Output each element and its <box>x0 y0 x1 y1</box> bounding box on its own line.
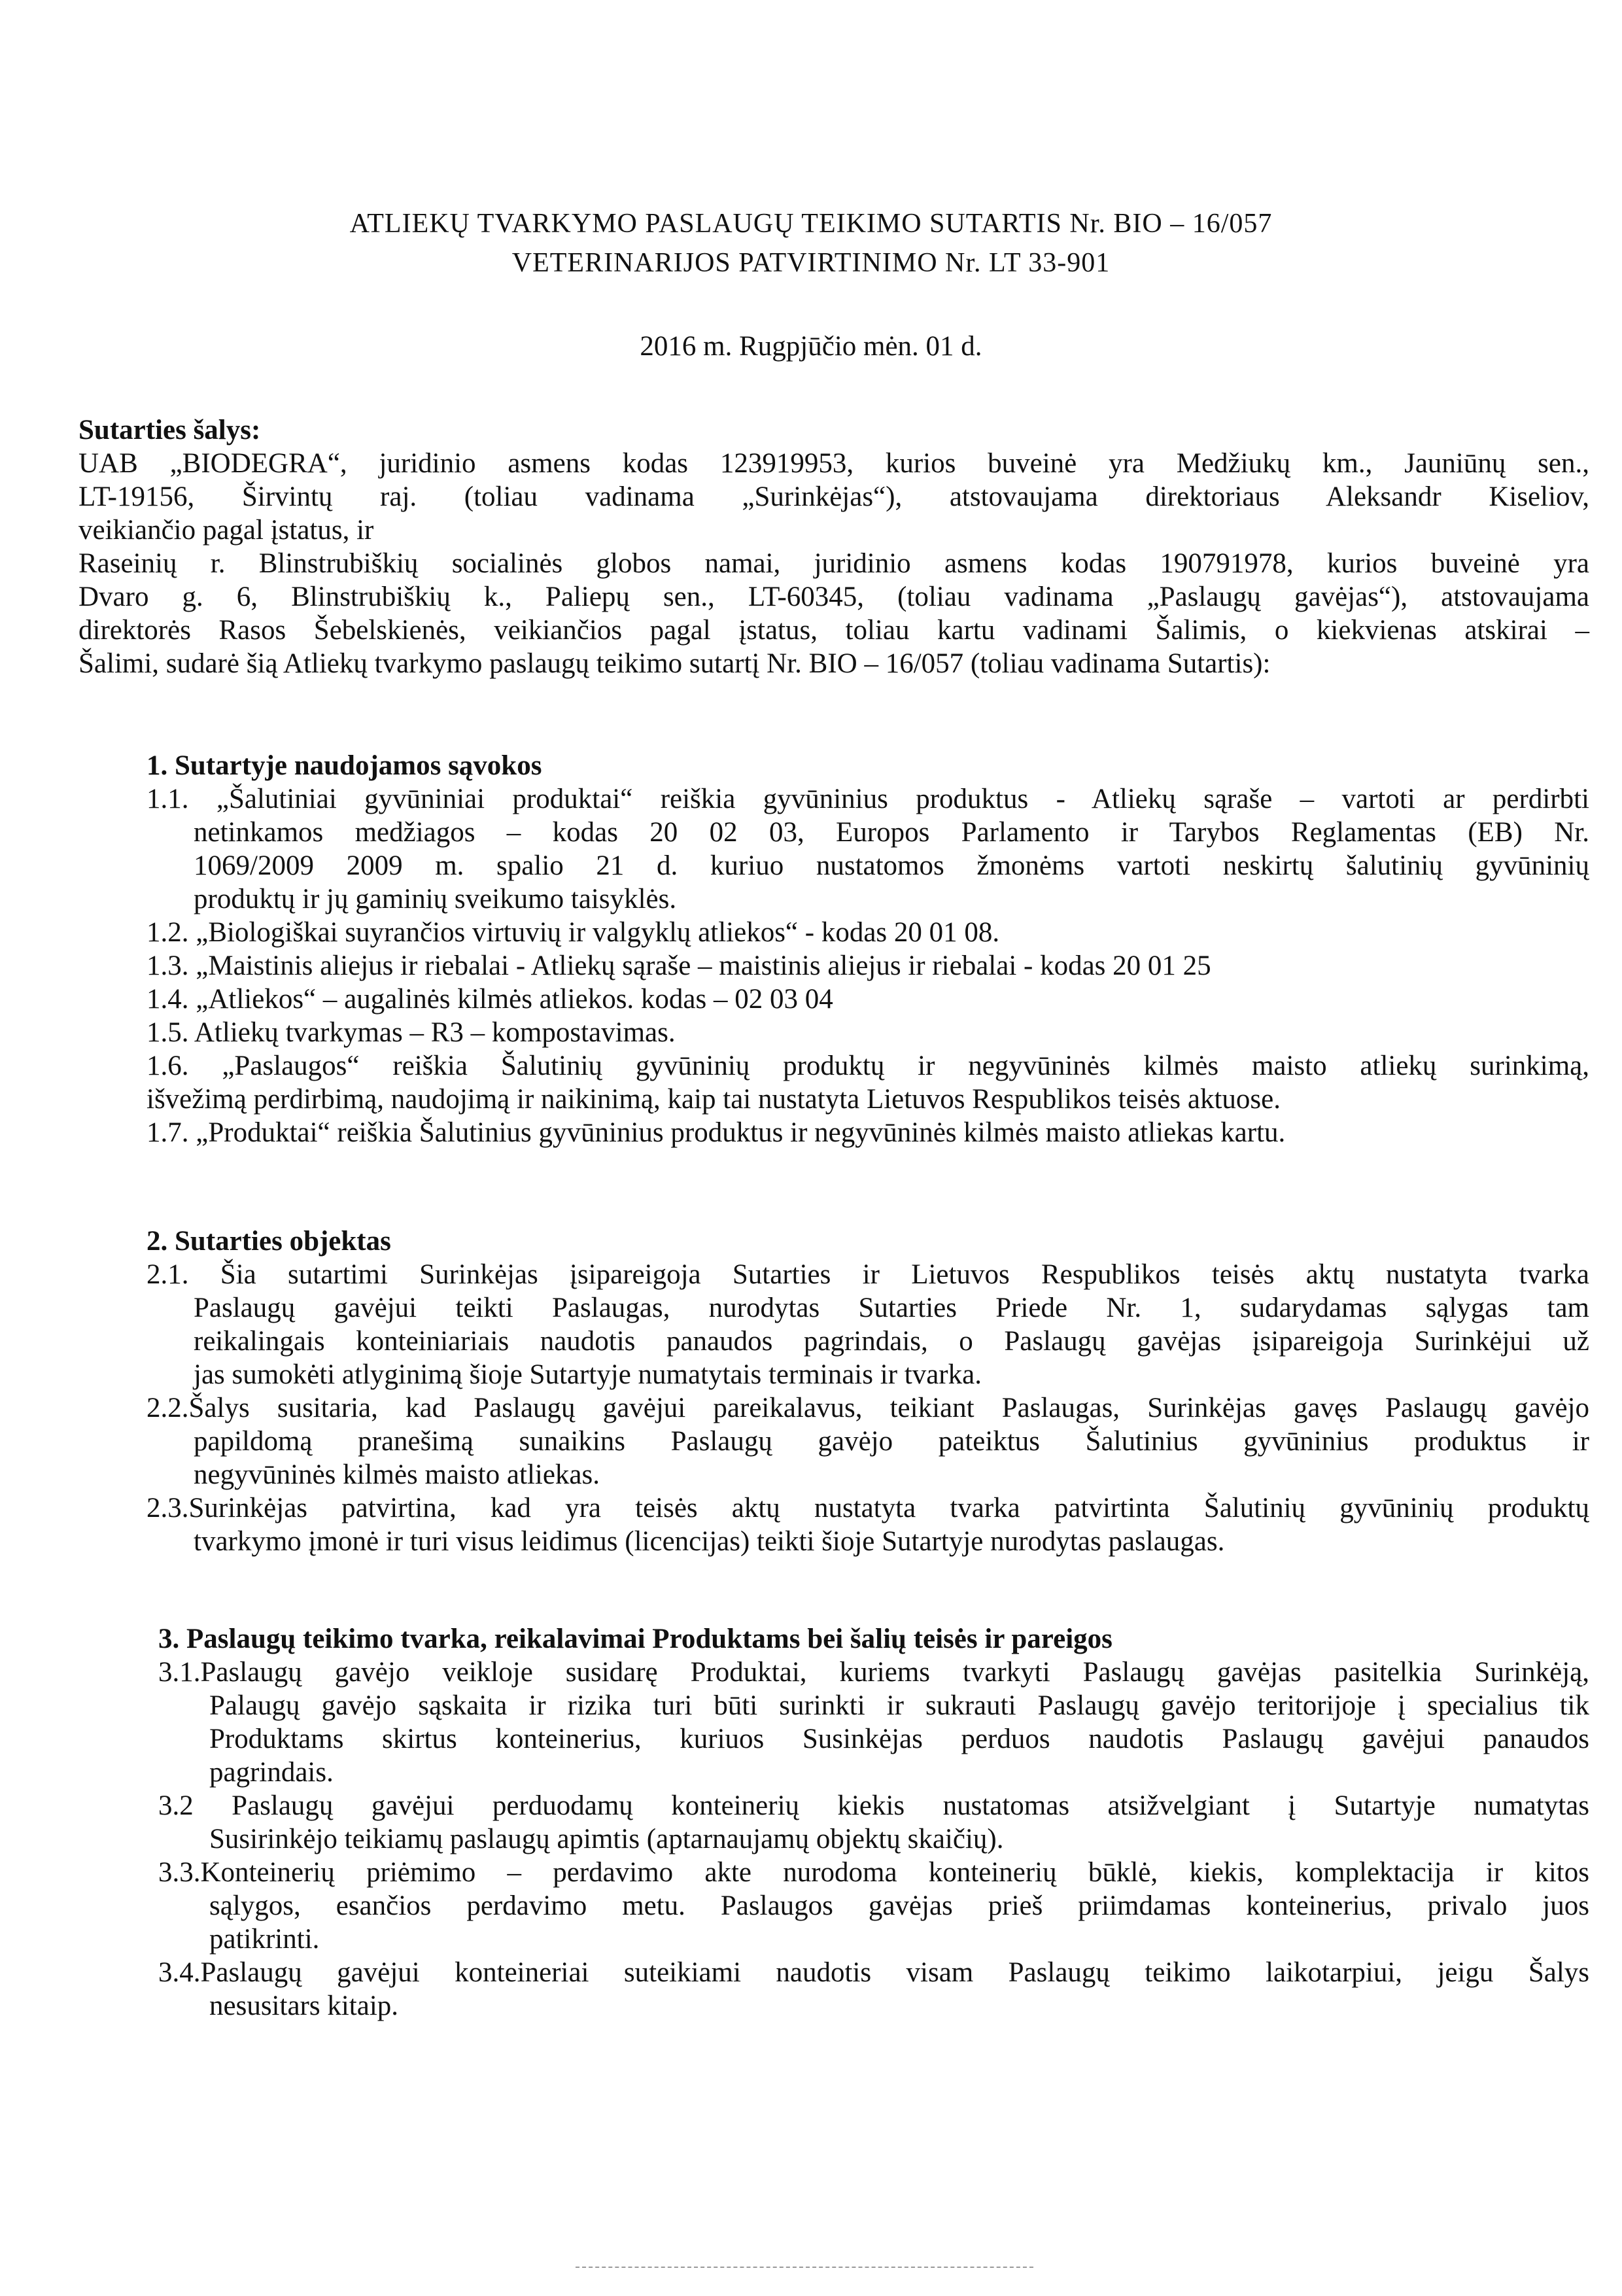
clause-line: 1.3. „Maistinis aliejus ir riebalai - Atliekų sąraše – maistinis aliejus ir riebalai - kodas 20 01 25 <box>147 950 1211 981</box>
section-heading: 3. Paslaugų teikimo tvarka, reikalavimai Produktams bei šalių teisės ir pareigos <box>158 1624 1113 1654</box>
clause-continuation: jas sumokėti atlyginimą šioje Sutartyje numatytais terminais ir tvarka. <box>194 1359 982 1390</box>
clause-continuation: patikrinti. <box>209 1924 320 1955</box>
document-title: ATLIEKŲ TVARKYMO PASLAUGŲ TEIKIMO SUTARTIS Nr. BIO – 16/057 <box>349 209 1273 239</box>
parties-line: Raseinių r. Blinstrubiškių socialinės globos namai, juridinio asmens kodas 190791978, kurios buveinė yra <box>78 548 1589 579</box>
section-2 <box>78 1225 1589 1558</box>
section-heading: 1. Sutartyje naudojamos sąvokos <box>147 750 542 781</box>
parties-line: veikiančio pagal įstatus, ir <box>78 515 374 546</box>
clause-line: 1.7. „Produktai“ reiškia Šalutinius gyvūninius produktus ir negyvūninės kilmės maisto atliekas kartu. <box>147 1117 1286 1148</box>
section-3 <box>78 1622 1589 2023</box>
clause-line: 3.4.Paslaugų gavėjui konteineriai suteikiami naudotis visam Paslaugų teikimo laikotarpiui, jeigu Šalys <box>158 1957 1589 1988</box>
parties-line: UAB „BIODEGRA“, juridinio asmens kodas 123919953, kurios buveinė yra Medžiukų km., Jauniūnų sen., <box>78 448 1589 479</box>
clause-continuation: išvežimą perdirbimą, naudojimą ir naikinimą, kaip tai nustatyta Lietuvos Respublikos teisės aktuose. <box>147 1084 1281 1115</box>
parties-line: Dvaro g. 6, Blinstrubiškių k., Paliepų sen., LT-60345, (toliau vadinama „Paslaugų gavėjas“), atstovaujama <box>78 582 1589 612</box>
clause-continuation: negyvūninės kilmės maisto atliekas. <box>194 1459 600 1490</box>
clause-continuation: Paslaugų gavėjui teikti Paslaugas, nurodytas Sutarties Priede Nr. 1, sudarydamas sąlygas tam <box>194 1293 1589 1323</box>
clause-continuation: produktų ir jų gaminių sveikumo taisyklės. <box>194 884 677 914</box>
parties-heading: Sutarties šalys: <box>78 415 261 445</box>
clause-line: 2.1. Šia sutartimi Surinkėjas įsipareigoja Sutarties ir Lietuvos Respublikos teisės aktų nustatyta tvarka <box>147 1259 1589 1290</box>
clause-line: 2.2.Šalys susitaria, kad Paslaugų gavėjui pareikalavus, teikiant Paslaugas, Surinkėjas gavęs Paslaugų gavėjo <box>147 1393 1589 1423</box>
clause-line: 1.1. „Šalutiniai gyvūniniai produktai“ reiškia gyvūninius produktus - Atliekų sąraše – vartoti ar perdirbti <box>147 784 1589 814</box>
section-heading: 2. Sutarties objektas <box>147 1226 391 1257</box>
parties-line: LT-19156, Širvintų raj. (toliau vadinama „Surinkėjas“), atstovaujama direktoriaus Aleksandr Kiseliov, <box>78 481 1589 512</box>
clause-continuation: sąlygos, esančios perdavimo metu. Paslaugos gavėjas prieš priimdamas konteinerius, privalo juos <box>209 1890 1589 1921</box>
parties-line: Šalimi, sudarė šią Atliekų tvarkymo paslaugų teikimo sutartį Nr. BIO – 16/057 (toliau vadinama Sutartis): <box>78 648 1271 679</box>
clause-continuation: Palaugų gavėjo sąskaita ir rizika turi būti surinkti ir sukrauti Paslaugų gavėjo teritorijoje į specialius tik <box>209 1690 1589 1721</box>
clause-line: 3.2 Paslaugų gavėjui perduodamų konteinerių kiekis nustatomas atsižvelgiant į Sutartyje numatytas <box>158 1790 1589 1821</box>
clause-continuation: Susirinkėjo teikiamų paslaugų apimtis (aptarnaujamų objektų skaičių). <box>209 1824 1004 1854</box>
parties-section <box>78 413 1589 680</box>
parties-line: direktorės Rasos Šebelskienės, veikiančios pagal įstatus, toliau kartu vadinami Šalimis, o kiekvienas atskirai – <box>78 615 1589 646</box>
clause-continuation: nesusitars kitaip. <box>209 1991 399 2021</box>
clause-line: 2.3.Surinkėjas patvirtina, kad yra teisės aktų nustatyta tvarka patvirtinta Šalutinių gyvūninių produktų <box>147 1493 1589 1523</box>
clause-line: 1.4. „Atliekos“ – augalinės kilmės atliekos. kodas – 02 03 04 <box>147 984 833 1015</box>
clause-line: 1.2. „Biologiškai suyrančios virtuvių ir valgyklų atliekos“ - kodas 20 01 08. <box>147 917 1000 948</box>
clause-continuation: papildomą pranešimą sunaikins Paslaugų gavėjo pateiktus Šalutinius gyvūninius produktus ir <box>194 1426 1589 1457</box>
clause-continuation: tvarkymo įmonė ir turi visus leidimus (licencijas) teikti šioje Sutartyje nurodytas paslaugas. <box>194 1526 1225 1557</box>
section-1 <box>78 749 1589 1149</box>
document-date: 2016 m. Rugpjūčio mėn. 01 d. <box>640 331 982 362</box>
clause-continuation: pagrindais. <box>209 1757 334 1788</box>
clause-line: 3.1.Paslaugų gavėjo veikloje susidarę Produktai, kuriems tvarkyti Paslaugų gavėjas pasitelkia Surinkėją, <box>158 1657 1589 1688</box>
clause-continuation: netinkamos medžiagos – kodas 20 02 03, Europos Parlamento ir Tarybos Reglamentas (EB) Nr. <box>194 817 1589 848</box>
document-subtitle: VETERINARIJOS PATVIRTINIMO Nr. LT 33-901 <box>511 248 1111 278</box>
clause-line: 3.3.Konteinerių priėmimo – perdavimo akte nurodoma konteinerių būklė, kiekis, komplektacija ir kitos <box>158 1857 1589 1888</box>
clause-line: 1.6. „Paslaugos“ reiškia Šalutinių gyvūninių produktų ir negyvūninės kilmės maisto atliekų surinkimą, <box>147 1051 1589 1081</box>
clause-line: 1.5. Atliekų tvarkymas – R3 – kompostavimas. <box>147 1017 676 1048</box>
clause-continuation: reikalingais konteiniariais naudotis panaudos pagrindais, o Paslaugų gavėjas įsipareigoja Surinkėjui už <box>194 1326 1589 1357</box>
clause-continuation: 1069/2009 2009 m. spalio 21 d. kuriuo nustatomos žmonėms vartoti neskirtų šalutinių gyvūninių <box>194 850 1589 881</box>
clause-continuation: Produktams skirtus konteinerius, kuriuos Susinkėjas perduos naudotis Paslaugų gavėjui panaudos <box>209 1724 1589 1754</box>
scan-edge-line <box>576 2267 1033 2268</box>
